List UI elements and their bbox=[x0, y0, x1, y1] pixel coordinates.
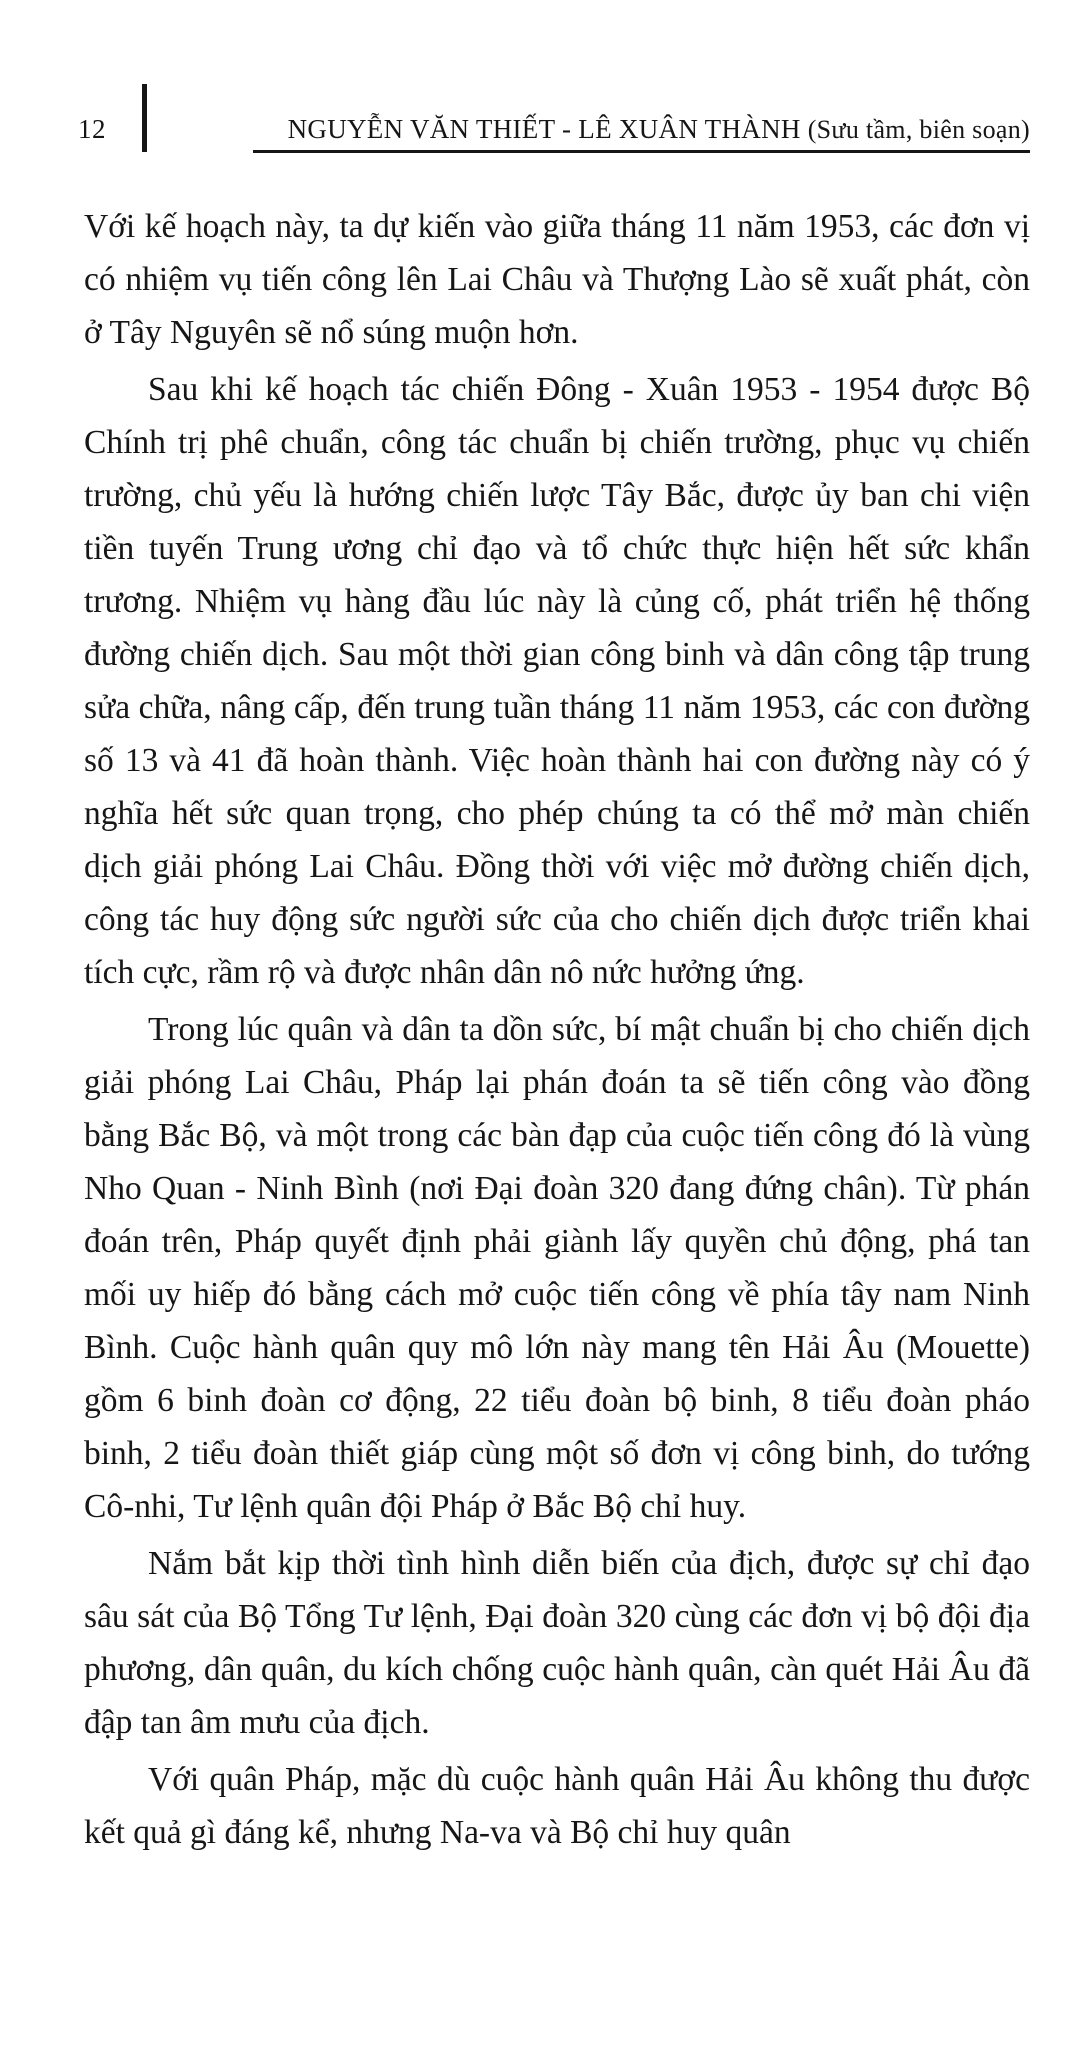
page-number: 12 bbox=[78, 114, 106, 144]
running-head bbox=[253, 114, 1030, 145]
paragraph-4: Nắm bắt kịp thời tình hình diễn biến của địch, được sự chỉ đạo sâu sát của Bộ Tổng Tư lệnh, Đại đoàn 320 cùng các đơn vị bộ đội địa phương, dân quân, du kích chống cuộc hành quân, càn quét Hải Âu đã đập tan âm mưu của địch. bbox=[84, 1545, 1030, 1741]
paragraph-3: Trong lúc quân và dân ta dồn sức, bí mật chuẩn bị cho chiến dịch giải phóng Lai Châu, Pháp lại phán đoán ta sẽ tiến công vào đồng bằng Bắc Bộ, và một trong các bàn đạp của cuộc tiến công đó là vùng Nho Quan - Ninh Bình (nơi Đại đoàn 320 đang đứng chân). Từ phán đoán trên, Pháp quyết định phải giành lấy quyền chủ động, phá tan mối uy hiếp đó bằng cách mở cuộc tiến công về phía tây nam Ninh Bình. Cuộc hành quân quy mô lớn này mang tên Hải Âu (Mouette) gồm 6 binh đoàn cơ động, 22 tiểu đoàn bộ binh, 8 tiểu đoàn pháo binh, 2 tiểu đoàn thiết giáp cùng một số đơn vị công binh, do tướng Cô-nhi, Tư lệnh quân đội Pháp ở Bắc Bộ chỉ huy. bbox=[84, 1011, 1030, 1525]
paragraph-1: Với kế hoạch này, ta dự kiến vào giữa tháng 11 năm 1953, các đơn vị có nhiệm vụ tiến công lên Lai Châu và Thượng Lào sẽ xuất phát, còn ở Tây Nguyên sẽ nổ súng muộn hơn. bbox=[84, 208, 1030, 351]
running-head-note: (Sưu tầm, biên soạn) bbox=[807, 115, 1030, 144]
paragraph-5: Với quân Pháp, mặc dù cuộc hành quân Hải Âu không thu được kết quả gì đáng kể, nhưng Na-va và Bộ chỉ huy quân bbox=[84, 1761, 1030, 1851]
page-header bbox=[78, 84, 1030, 154]
body-text bbox=[84, 200, 1030, 1859]
running-head-authors: NGUYỄN VĂN THIẾT - LÊ XUÂN THÀNH bbox=[287, 114, 808, 144]
paragraph-2: Sau khi kế hoạch tác chiến Đông - Xuân 1953 - 1954 được Bộ Chính trị phê chuẩn, công tác chuẩn bị chiến trường, phục vụ chiến trường, chủ yếu là hướng chiến lược Tây Bắc, được ủy ban chi viện tiền tuyến Trung ương chỉ đạo và tổ chức thực hiện hết sức khẩn trương. Nhiệm vụ hàng đầu lúc này là củng cố, phát triển hệ thống đường chiến dịch. Sau một thời gian công binh và dân công tập trung sửa chữa, nâng cấp, đến trung tuần tháng 11 năm 1953, các con đường số 13 và 41 đã hoàn thành. Việc hoàn thành hai con đường này có ý nghĩa hết sức quan trọng, cho phép chúng ta có thể mở màn chiến dịch giải phóng Lai Châu. Đồng thời với việc mở đường chiến dịch, công tác huy động sức người sức của cho chiến dịch được triển khai tích cực, rầm rộ và được nhân dân nô nức hưởng ứng. bbox=[84, 371, 1030, 991]
header-divider-bar bbox=[142, 84, 147, 152]
header-rule bbox=[253, 150, 1030, 153]
